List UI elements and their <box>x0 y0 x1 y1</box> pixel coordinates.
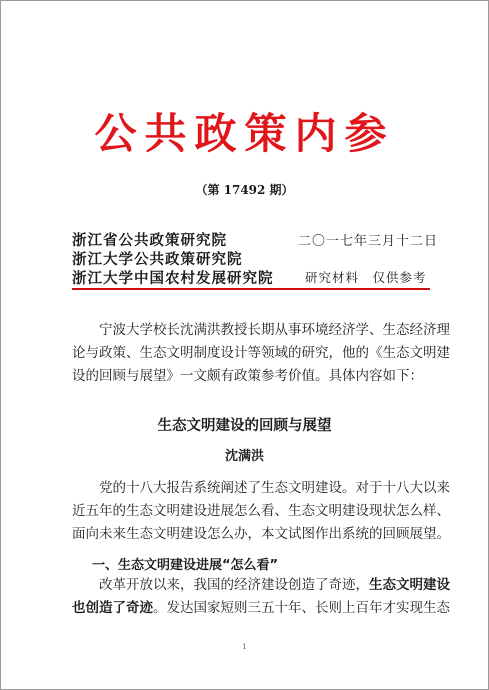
emphasis-text: 生态文明建设 <box>369 577 450 593</box>
publish-date: 二〇一七年三月十二日 <box>298 234 439 249</box>
body-line: 面向未来生态文明建设怎么办，本文试图作出系统的回顾展望。 <box>72 526 450 542</box>
section-heading-1: 一、生态文明建设进展“怎么看” <box>92 558 279 573</box>
header-divider <box>72 288 430 290</box>
emphasis-text: 也创造了奇迹 <box>72 600 153 616</box>
body-line <box>72 574 450 597</box>
org-name-2: 浙江大学公共政策研究院 <box>72 251 243 268</box>
intro-line: 论与政策、生态文明制度设计等领域的研究，他的《生态文明建 <box>72 345 450 361</box>
intro-paragraph <box>72 319 450 388</box>
intro-line: 设的回顾与展望》一文颇有政策参考价值。具体内容如下： <box>72 368 423 384</box>
page-number: 1 <box>242 643 247 651</box>
body-paragraph-2 <box>72 574 450 620</box>
usage-note: 研究材料 仅供参考 <box>305 270 427 285</box>
article-title: 生态文明建设的回顾与展望 <box>157 418 332 434</box>
org-name-1: 浙江省公共政策研究院 <box>72 232 227 249</box>
issue-number: （第 17492 期） <box>195 183 294 197</box>
body-line: 近五年的生态文明建设进展怎么看、生态文明建设现状怎么样、 <box>72 503 450 519</box>
org-name-3: 浙江大学中国农村发展研究院 <box>72 270 274 287</box>
body-line <box>72 597 450 620</box>
body-paragraph-1 <box>72 477 450 546</box>
article-author: 沈满洪 <box>224 449 264 464</box>
intro-line: 宁波大学校长沈满洪教授长期从事环境经济学、生态经济理 <box>99 322 450 338</box>
body-text: 。发达国家短则三五十年、长则上百年才实现生态 <box>153 600 450 616</box>
body-text: 改革开放以来，我国的经济建设创造了奇迹， <box>99 577 369 593</box>
body-line: 党的十八大报告系统阐述了生态文明建设。对于十八大以来 <box>99 480 450 496</box>
masthead-title: 公共政策内参 <box>94 109 395 158</box>
